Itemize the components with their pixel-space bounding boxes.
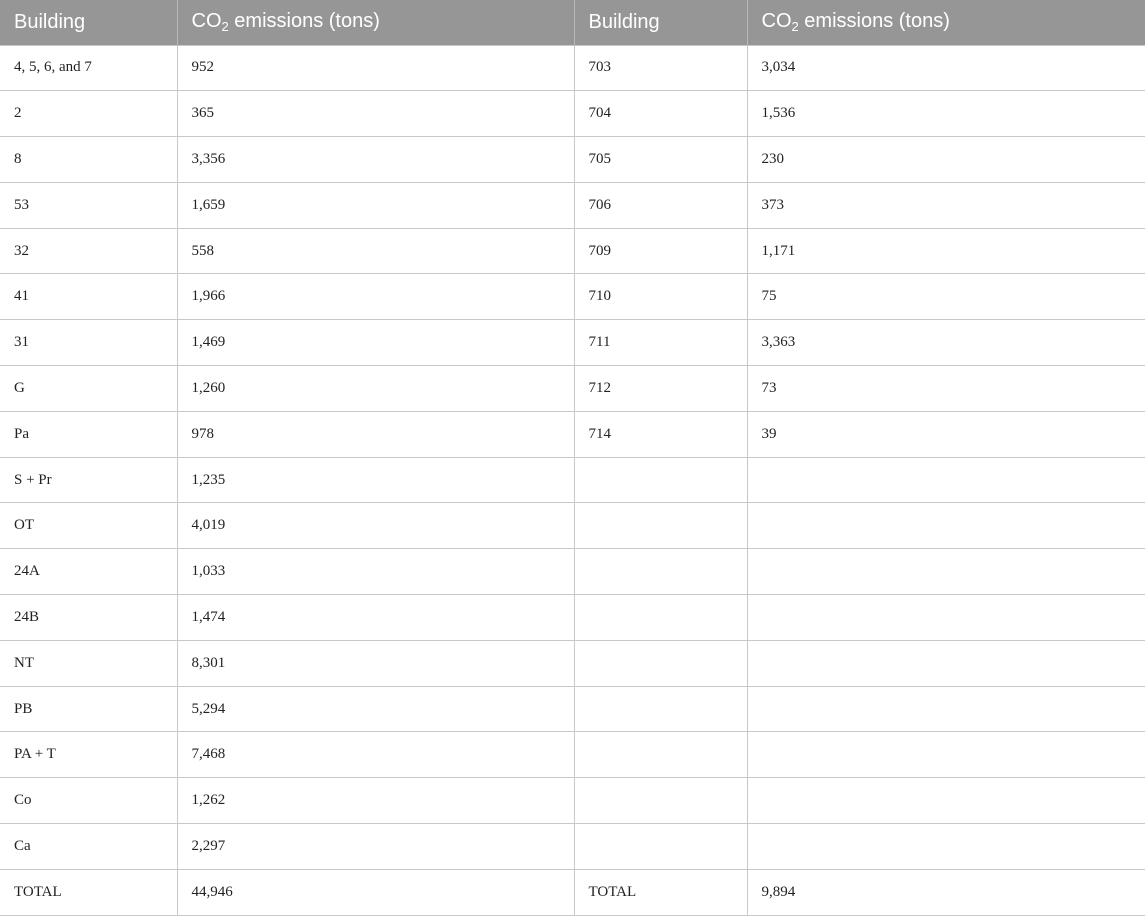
emissions-cell: 952 xyxy=(177,45,574,91)
building-cell xyxy=(574,824,747,870)
header-emissions-2-rest: emissions (tons) xyxy=(798,10,950,33)
emissions-cell: 39 xyxy=(747,411,1145,457)
emissions-cell xyxy=(747,732,1145,778)
building-cell: 704 xyxy=(574,91,747,137)
emissions-cell: 2,297 xyxy=(177,824,574,870)
building-cell: PB xyxy=(0,686,177,732)
building-cell: NT xyxy=(0,640,177,686)
table-row xyxy=(0,320,1145,366)
emissions-cell: 1,659 xyxy=(177,182,574,228)
building-cell: 41 xyxy=(0,274,177,320)
building-cell: 710 xyxy=(574,274,747,320)
emissions-cell: 1,966 xyxy=(177,274,574,320)
building-cell: Pa xyxy=(0,411,177,457)
emissions-cell xyxy=(747,503,1145,549)
emissions-cell: 3,356 xyxy=(177,137,574,183)
building-cell xyxy=(574,457,747,503)
header-emissions-1 xyxy=(177,0,574,45)
table-row xyxy=(0,228,1145,274)
building-cell: 24B xyxy=(0,595,177,641)
header-emissions-2-main: CO xyxy=(761,10,792,33)
table-row xyxy=(0,45,1145,91)
building-cell: 703 xyxy=(574,45,747,91)
building-cell: Ca xyxy=(0,824,177,870)
building-cell: 4, 5, 6, and 7 xyxy=(0,45,177,91)
emissions-cell: 7,468 xyxy=(177,732,574,778)
emissions-cell xyxy=(747,457,1145,503)
emissions-cell: 1,260 xyxy=(177,366,574,412)
building-cell xyxy=(574,778,747,824)
table-row xyxy=(0,869,1145,915)
table-row xyxy=(0,137,1145,183)
emissions-cell: 9,894 xyxy=(747,869,1145,915)
emissions-cell: 1,171 xyxy=(747,228,1145,274)
emissions-cell: 8,301 xyxy=(177,640,574,686)
building-cell xyxy=(574,640,747,686)
table-row xyxy=(0,824,1145,870)
table-header xyxy=(0,0,1145,45)
building-cell: 2 xyxy=(0,91,177,137)
emissions-cell: 4,019 xyxy=(177,503,574,549)
building-cell: TOTAL xyxy=(574,869,747,915)
emissions-cell: 1,262 xyxy=(177,778,574,824)
emissions-cell: 3,363 xyxy=(747,320,1145,366)
header-emissions-1-sub: 2 xyxy=(221,19,229,35)
header-row xyxy=(0,0,1145,45)
emissions-cell xyxy=(747,640,1145,686)
table-row xyxy=(0,274,1145,320)
building-cell: PA + T xyxy=(0,732,177,778)
header-emissions-2 xyxy=(747,0,1145,45)
building-cell: 31 xyxy=(0,320,177,366)
emissions-cell xyxy=(747,549,1145,595)
table-row xyxy=(0,182,1145,228)
emissions-cell: 558 xyxy=(177,228,574,274)
header-emissions-1-rest: emissions (tons) xyxy=(228,10,380,33)
building-cell xyxy=(574,686,747,732)
table-row xyxy=(0,366,1145,412)
table-row xyxy=(0,640,1145,686)
building-cell: G xyxy=(0,366,177,412)
building-cell: 709 xyxy=(574,228,747,274)
header-emissions-2-sub: 2 xyxy=(791,19,799,35)
emissions-cell: 44,946 xyxy=(177,869,574,915)
table-row xyxy=(0,91,1145,137)
emissions-cell: 75 xyxy=(747,274,1145,320)
table-row xyxy=(0,595,1145,641)
emissions-cell: 1,235 xyxy=(177,457,574,503)
building-cell: 714 xyxy=(574,411,747,457)
building-cell: 53 xyxy=(0,182,177,228)
emissions-cell: 1,033 xyxy=(177,549,574,595)
building-cell: 711 xyxy=(574,320,747,366)
emissions-cell: 1,536 xyxy=(747,91,1145,137)
emissions-cell: 1,474 xyxy=(177,595,574,641)
building-cell: 705 xyxy=(574,137,747,183)
emissions-cell: 1,469 xyxy=(177,320,574,366)
building-cell xyxy=(574,732,747,778)
building-cell: S + Pr xyxy=(0,457,177,503)
emissions-cell: 365 xyxy=(177,91,574,137)
table-row xyxy=(0,549,1145,595)
building-cell: 706 xyxy=(574,182,747,228)
emissions-cell: 978 xyxy=(177,411,574,457)
emissions-cell: 73 xyxy=(747,366,1145,412)
table-row xyxy=(0,411,1145,457)
building-cell: 24A xyxy=(0,549,177,595)
building-cell xyxy=(574,549,747,595)
header-emissions-1-main: CO xyxy=(191,10,222,33)
emissions-cell: 373 xyxy=(747,182,1145,228)
header-building-2: Building xyxy=(574,0,747,45)
building-cell: 712 xyxy=(574,366,747,412)
emissions-cell: 5,294 xyxy=(177,686,574,732)
header-building-1: Building xyxy=(14,10,86,33)
table-row xyxy=(0,503,1145,549)
table-row xyxy=(0,778,1145,824)
building-cell: Co xyxy=(0,778,177,824)
table-row xyxy=(0,686,1145,732)
building-cell: TOTAL xyxy=(0,869,177,915)
emissions-cell: 230 xyxy=(747,137,1145,183)
table-row xyxy=(0,457,1145,503)
emissions-cell xyxy=(747,686,1145,732)
building-cell: OT xyxy=(0,503,177,549)
table-row xyxy=(0,732,1145,778)
building-cell xyxy=(574,503,747,549)
emissions-cell xyxy=(747,595,1145,641)
building-cell: 32 xyxy=(0,228,177,274)
building-cell xyxy=(574,595,747,641)
table-body xyxy=(0,45,1145,915)
building-cell: 8 xyxy=(0,137,177,183)
emissions-cell xyxy=(747,778,1145,824)
emissions-cell: 3,034 xyxy=(747,45,1145,91)
emissions-cell xyxy=(747,824,1145,870)
